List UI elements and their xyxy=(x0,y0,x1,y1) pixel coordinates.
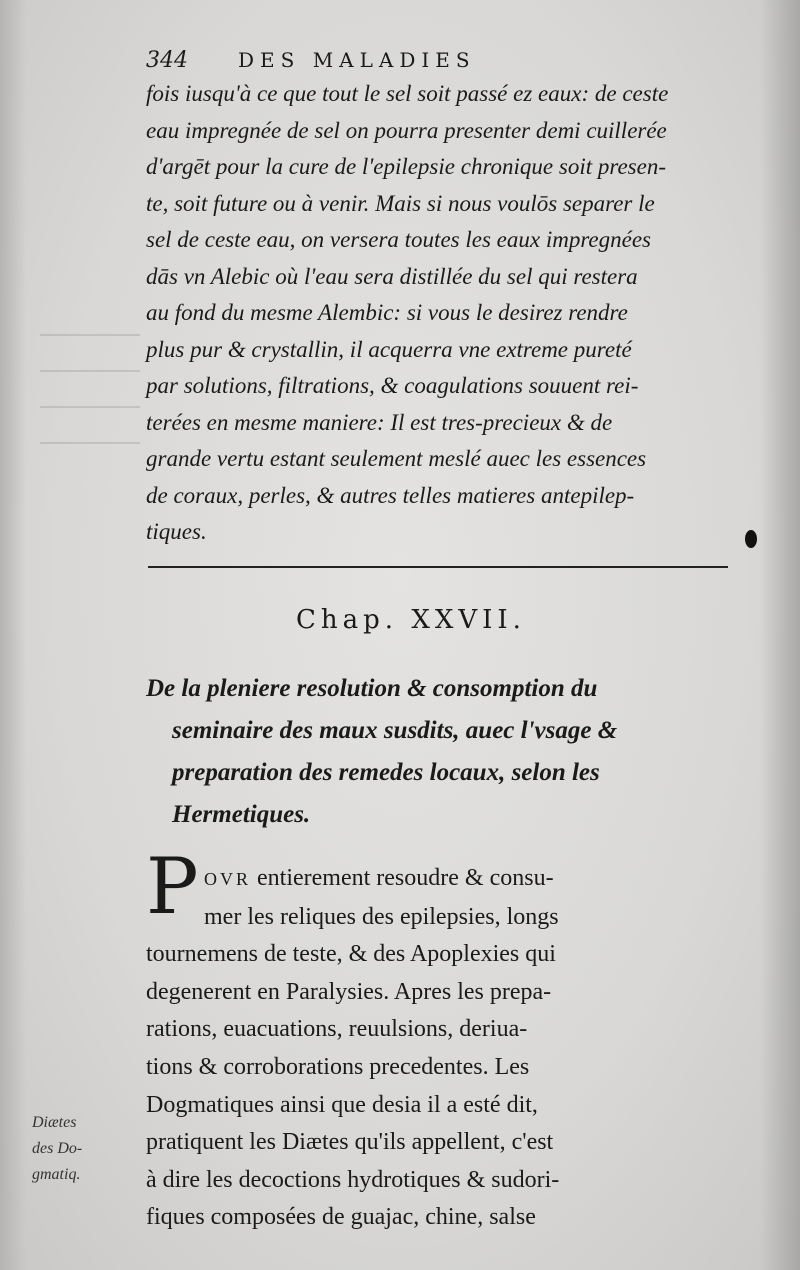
text-line: pratiquent les Diætes qu'ils appellent, c'est xyxy=(146,1129,554,1156)
text-line: plus pur & crystallin, il acquerra vne extreme pureté xyxy=(146,336,632,362)
text-line: d'argēt pour la cure de l'epilepsie chronique soit presen- xyxy=(146,154,666,179)
title-line: seminaire des maux susdits, auec l'vsage & xyxy=(172,717,618,744)
text-line: de coraux, perles, & autres telles matieres antepilep- xyxy=(146,482,635,508)
chapter-body xyxy=(146,860,746,1237)
text-line: à dire les decoctions hydrotiques & sudori- xyxy=(146,1166,560,1193)
text-line: rations, euacuations, reuulsions, deriua- xyxy=(146,1016,528,1043)
page-gutter-shadow xyxy=(0,0,26,1270)
text-line-rest: entierement resoudre & consu- xyxy=(251,865,554,891)
ink-blot xyxy=(745,530,757,548)
text-line: te, soit future ou à venir. Mais si nous voulōs separer le xyxy=(146,190,655,216)
page-edge-shadow xyxy=(760,0,800,1270)
text-line: grande vertu estant seulement meslé auec les essences xyxy=(146,446,647,471)
note-line: gmatiq. xyxy=(32,1166,81,1183)
note-line: des Do- xyxy=(32,1140,83,1157)
text-line: fiques composées de guajac, chine, salse xyxy=(146,1204,536,1231)
note-line: Diætes xyxy=(32,1114,77,1131)
text-line: au fond du mesme Alembic: si vous le desirez rendre xyxy=(146,300,628,325)
marginal-note xyxy=(32,1110,142,1188)
text-line xyxy=(146,860,746,899)
show-through-text xyxy=(40,320,140,470)
text-line: dās vn Alebic où l'eau sera distillée du sel qui restera xyxy=(146,263,638,289)
continued-paragraph xyxy=(146,76,746,551)
first-word-smallcaps: OVR xyxy=(204,869,252,889)
title-line: preparation des remedes locaux, selon les xyxy=(172,759,600,786)
text-line: tournemens de teste, & des Apoplexies qui xyxy=(146,941,556,968)
text-line: Dogmatiques ainsi que desia il a esté dit, xyxy=(146,1091,538,1118)
chapter-title xyxy=(146,668,746,836)
text-line: degenerent en Paralysies. Apres les prepa- xyxy=(146,978,552,1005)
chapter-heading: Chap. XXVII. xyxy=(296,605,526,635)
text-line: tions & corroborations precedentes. Les xyxy=(146,1053,530,1080)
drop-cap-letter: P xyxy=(146,842,199,932)
text-line: mer les reliques des epilepsies, longs xyxy=(204,903,559,930)
running-title: DES MALADIES xyxy=(238,48,476,72)
running-header xyxy=(146,44,586,80)
section-divider xyxy=(148,566,728,568)
text-line: tiques. xyxy=(146,519,207,544)
text-line: sel de ceste eau, on versera toutes les eaux impregnées xyxy=(146,227,651,252)
text-line: eau impregnée de sel on pourra presenter demi cuillerée xyxy=(146,117,667,143)
text-line: terées en mesme maniere: Il est tres-precieux & de xyxy=(146,409,613,435)
title-line: De la pleniere resolution & consomption du xyxy=(146,675,598,702)
title-line: Hermetiques. xyxy=(172,801,311,828)
page-number: 344 xyxy=(146,48,188,73)
text-line: par solutions, filtrations, & coagulations souuent rei- xyxy=(146,373,639,398)
text-line: fois iusqu'à ce que tout le sel soit passé ez eaux: de ceste xyxy=(146,81,669,106)
